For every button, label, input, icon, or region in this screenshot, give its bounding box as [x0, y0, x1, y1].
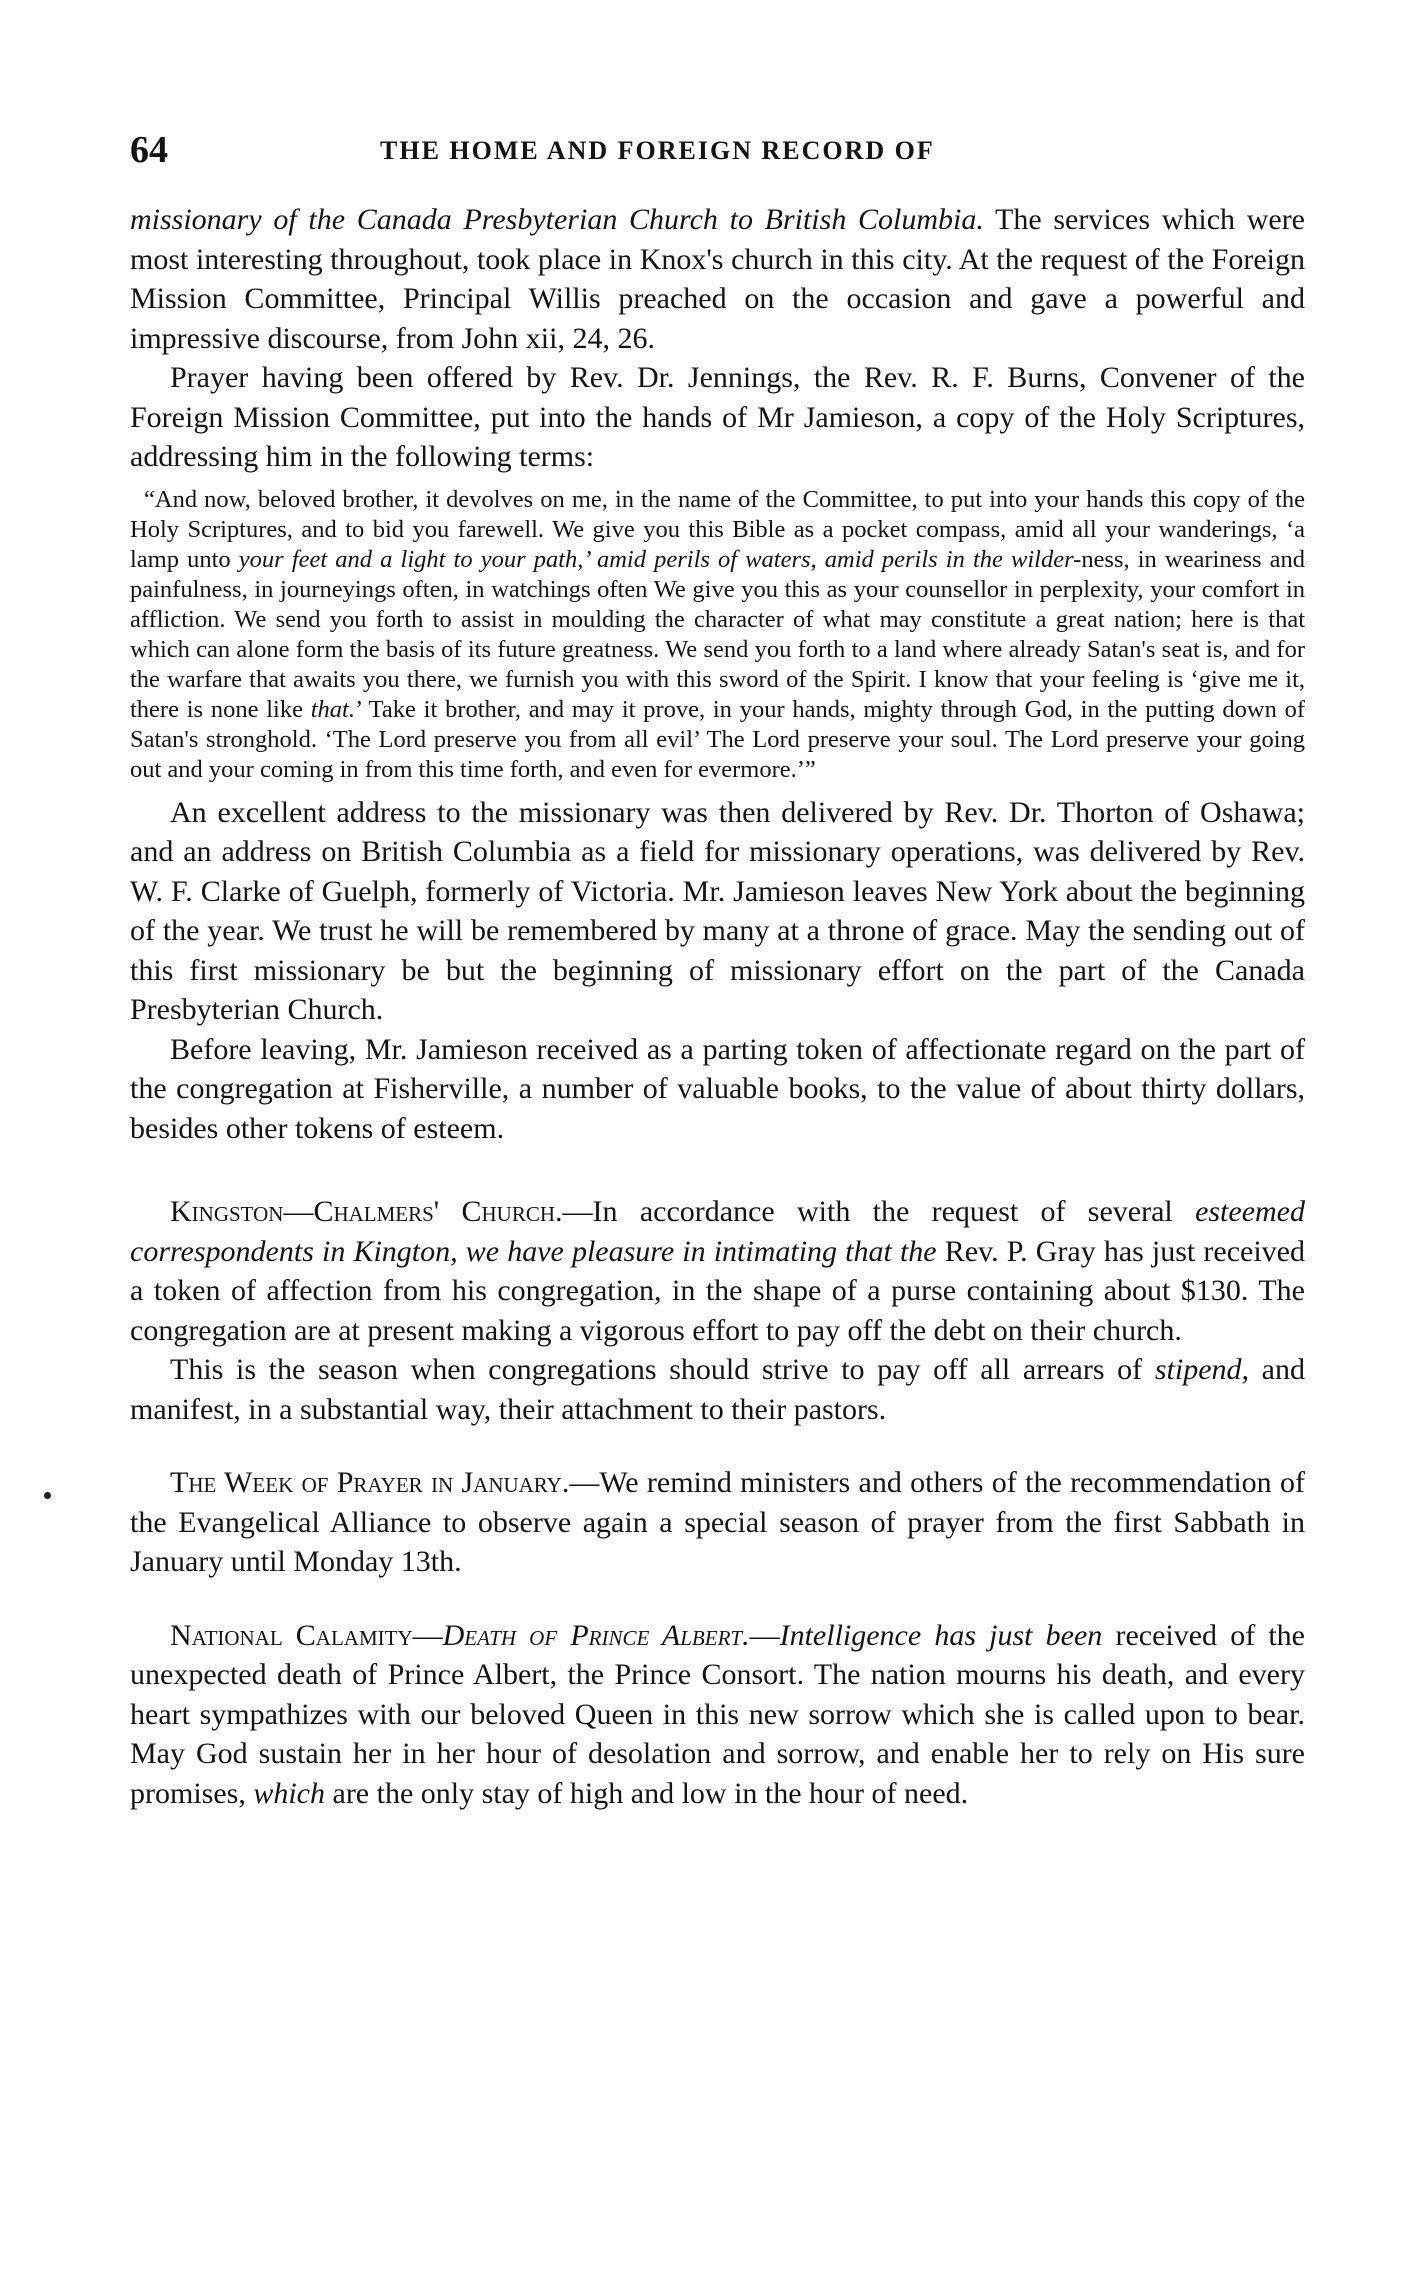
farewell-address-quote [130, 485, 1305, 785]
dash: — [749, 1618, 780, 1652]
paragraph-parting-token: Before leaving, Mr. Jamieson received as a parting token of affectionate regard on the part of the congregation at Fisherville, a number of valuable books, to the value of about thirty dollars, besides other tokens of esteem. [130, 1032, 1305, 1145]
quote-text: ness, in weariness and painfulness, in journeyings often, in watchings often We give you this as your counsellor in perplexity, your comfort in affliction. We send you forth to assist in moulding the character of what may constitute a great nation; here is that which can alone form the basis of its future greatness. We send you forth to a land where already Satan's seat is, and for the warfare that awaits you there, we furnish you with this sword of the Spirit. I know that your feeling is ‘give me it, there is none like [130, 545, 1306, 723]
margin-mark [44, 1492, 51, 1499]
page-number: 64 [130, 129, 168, 171]
running-head [130, 128, 1305, 174]
italic-text: missionary of the Canada Presbyterian Church to British Columbia. [130, 203, 984, 236]
paragraph-ordination [130, 200, 1305, 358]
dash: — [412, 1618, 443, 1652]
journal-title: THE HOME AND FOREIGN RECORD OF [380, 136, 935, 165]
section-week-of-prayer [130, 1463, 1305, 1582]
paragraph-text: This is the season when congregations should strive to pay off all arrears of [170, 1353, 1155, 1386]
section-kingston [130, 1192, 1305, 1350]
paragraph-text: are the only stay of high and low in the hour of need. [325, 1776, 969, 1810]
section-heading-national-calamity: National Calamity [170, 1618, 413, 1652]
paragraph-text: In accordance with the request of several [592, 1195, 1196, 1228]
quote-italic-word: that. [310, 695, 355, 723]
section-heading-prince-albert: Death of Prince Albert. [442, 1618, 750, 1652]
dash: — [562, 1195, 593, 1228]
paragraph-text: received of the unexpected death of Prince Albert, the Prince Consort. The nation mourns his death, and every heart sympathizes with our beloved Queen in this new sorrow which she is called upon to bear. May God sustain her in her hour of desolation and sorrow, and enable her to rely on His sure promises, [130, 1618, 1305, 1810]
paragraph-prayer: Prayer having been offered by Rev. Dr. Jennings, the Rev. R. F. Burns, Convener of the Foreign Mission Committee, put into the hands of Mr Jamieson, a copy of the Holy Scriptures, addressing him in the following terms: [130, 361, 1305, 473]
quote-text: ’ Take it brother, and may it prove, in your hands, mighty through God, in the putting down of Satan's stronghold. ‘The Lord preserve you from all evil’ The Lord preserve your soul. The Lord preserve your going out and your coming in from this time forth, and even for evermore.’” [130, 695, 1306, 783]
paragraph-text: Rev. P. Gray has just received a token of affection from his congregation, in the shape of a purse containing about $130. The congregation are at present making a vigorous effort to pay off the debt on their church. [130, 1234, 1305, 1347]
quote-text: “And now, beloved brother, it devolves on me, in the name of the Committee, to put into your hands this copy of the Holy Scriptures, and to bid you farewell. We give you this Bible as a pocket compass, amid all your wanderings, ‘a lamp unto [130, 485, 1305, 573]
italic-text: stipend, [1154, 1353, 1250, 1386]
quote-italic-text: your feet and a light to your path,’ amid perils of waters, amid perils in the wilder- [238, 545, 1082, 573]
section-national-calamity [130, 1616, 1305, 1814]
italic-text: which [253, 1776, 325, 1810]
paragraph-addresses: An excellent address to the missionary was then delivered by Rev. Dr. Thorton of Oshawa; and an address on British Columbia as a field for missionary operations, was delivered by Rev. W. F. Clarke of Guelph, formerly of Victoria. Mr. Jamieson leaves New York about the beginning of the year. We trust he will be remembered by many at a throne of grace. May the sending out of this first missionary be but the beginning of missionary effort on the part of the Canada Presbyterian Church. [130, 795, 1305, 1026]
paragraph-text: and manifest, in a substantial way, their attachment to their pastors. [130, 1353, 1305, 1426]
page [130, 128, 1305, 1813]
paragraph-text: The services which were most interesting throughout, took place in Knox's church in this city. At the request of the Foreign Mission Committee, Principal Willis preached on the occasion and gave a powerful and impressive discourse, from John xii, 24, 26. [130, 203, 1305, 355]
section-heading-week-of-prayer: The Week of Prayer in January. [170, 1466, 570, 1499]
paragraph-text: —We remind ministers and others of the recommendation of the Evangelical Alliance to observe again a special season of prayer from the first Sabbath in January until Monday 13th. [130, 1466, 1305, 1578]
section-heading-kingston: Kingston—Chalmers' Church. [170, 1195, 563, 1228]
italic-text: esteemed correspondents in Kington, we have pleasure in intimating that the [130, 1195, 1305, 1268]
italic-text: Intelligence has just been [779, 1618, 1103, 1652]
paragraph-arrears [130, 1350, 1305, 1429]
